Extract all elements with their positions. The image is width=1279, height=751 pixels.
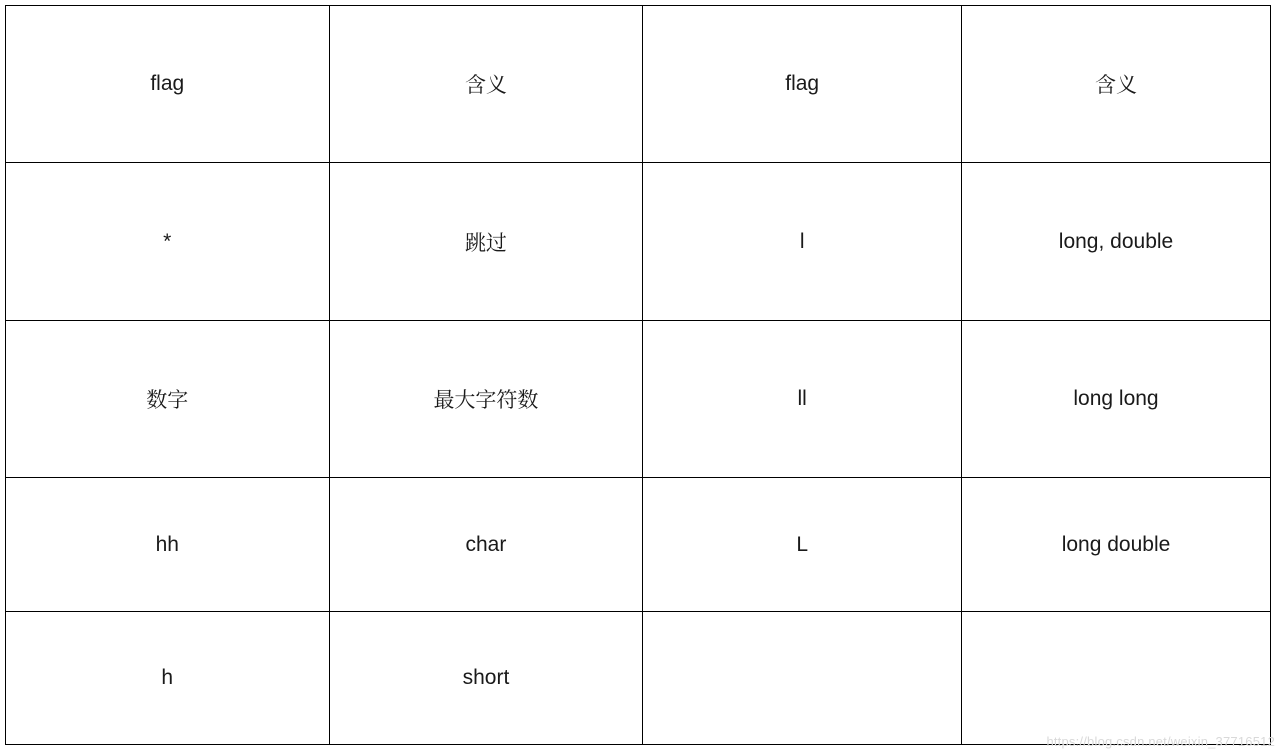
cell-flag-left: hh: [6, 478, 330, 611]
cell-flag-right: ll: [643, 320, 962, 477]
flag-table-container: [5, 5, 1271, 745]
cell-flag-right: l: [643, 163, 962, 320]
cell-flag-left: 数字: [6, 320, 330, 477]
cell-meaning-left: char: [329, 478, 643, 611]
column-header-flag-right: flag: [643, 6, 962, 163]
cell-flag-right-empty: [643, 611, 962, 744]
cell-flag-left: h: [6, 611, 330, 744]
cell-flag-left: *: [6, 163, 330, 320]
column-header-meaning-left: 含义: [329, 6, 643, 163]
cell-meaning-right: long, double: [962, 163, 1271, 320]
table-row: [6, 163, 1271, 320]
cell-meaning-left: short: [329, 611, 643, 744]
cell-meaning-right: long double: [962, 478, 1271, 611]
table-header-row: [6, 6, 1271, 163]
column-header-meaning-right: 含义: [962, 6, 1271, 163]
flag-reference-table: [5, 5, 1271, 745]
column-header-flag-left: flag: [6, 6, 330, 163]
table-row: [6, 478, 1271, 611]
cell-meaning-left: 最大字符数: [329, 320, 643, 477]
watermark-text: https://blog.csdn.net/weixin_37716512: [1046, 734, 1275, 749]
cell-meaning-right-empty: [962, 611, 1271, 744]
cell-meaning-right: long long: [962, 320, 1271, 477]
cell-flag-right: L: [643, 478, 962, 611]
table-row: [6, 320, 1271, 477]
cell-meaning-left: 跳过: [329, 163, 643, 320]
table-row: [6, 611, 1271, 744]
